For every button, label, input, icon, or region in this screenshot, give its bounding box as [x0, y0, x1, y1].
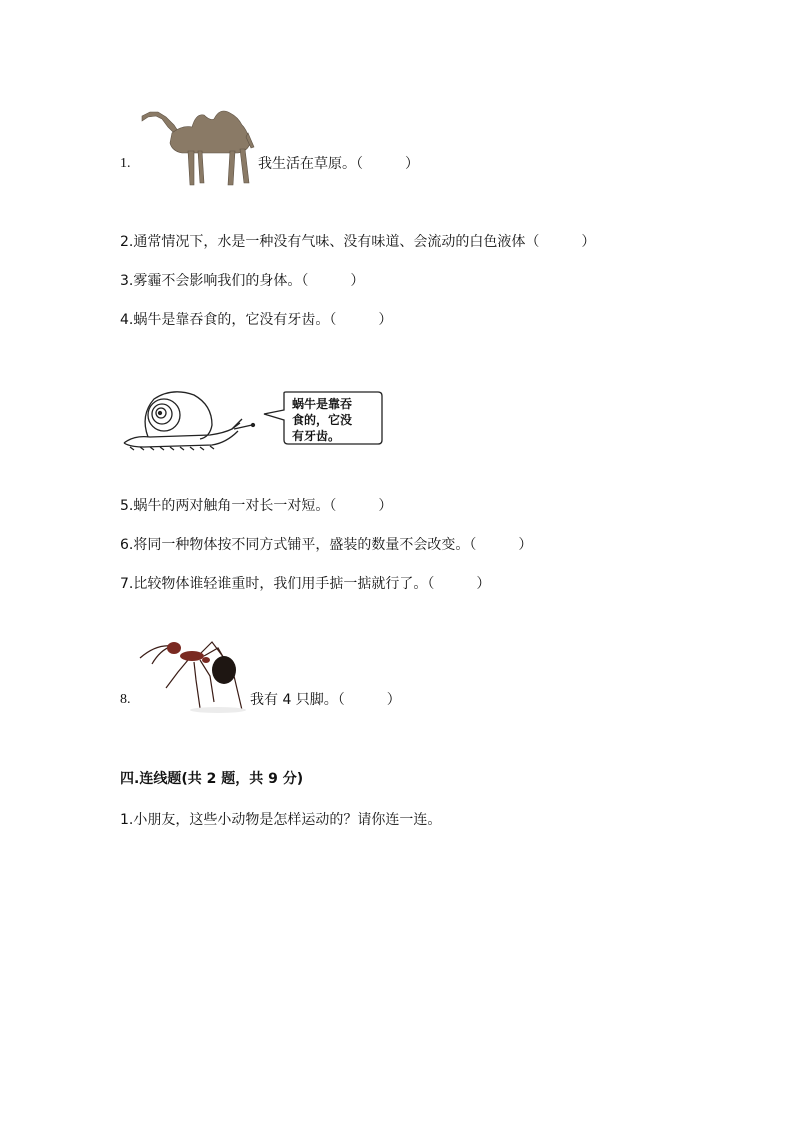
q1-number: 1. [120, 156, 131, 171]
q3-text: 3.雾霾不会影响我们的身体。（ ） [120, 273, 365, 289]
section4-q1-text: 1.小朋友，这些小动物是怎样运动的？请你连一连。 [120, 812, 442, 828]
ant-image [138, 636, 250, 714]
q6-text: 6.将同一种物体按不同方式铺平，盛装的数量不会改变。（ ） [120, 537, 533, 553]
q8-text: 我有 4 只脚。（ ） [250, 692, 401, 708]
q1-text: 我生活在草原。（ ） [258, 156, 419, 172]
q5-text: 5.蜗牛的两对触角一对长一对短。（ ） [120, 498, 393, 514]
q7-text: 7.比较物体谁轻谁重时，我们用手掂一掂就行了。（ ） [120, 576, 491, 592]
snail-image [120, 385, 265, 453]
bubble-line-3: 有牙齿。 [292, 429, 341, 443]
q8-number: 8. [120, 692, 131, 707]
bubble-line-2: 食的，它没 [292, 413, 353, 427]
q2-text: 2.通常情况下，水是一种没有气味、没有味道、会流动的白色液体（ ） [120, 234, 596, 250]
section-heading: 四.连线题(共 2 题，共 9 分) [120, 771, 304, 787]
camel-image [138, 103, 258, 187]
bubble-line-1: 蜗牛是靠吞 [292, 397, 353, 411]
q4-text: 4.蜗牛是靠吞食的，它没有牙齿。（ ） [120, 312, 393, 328]
